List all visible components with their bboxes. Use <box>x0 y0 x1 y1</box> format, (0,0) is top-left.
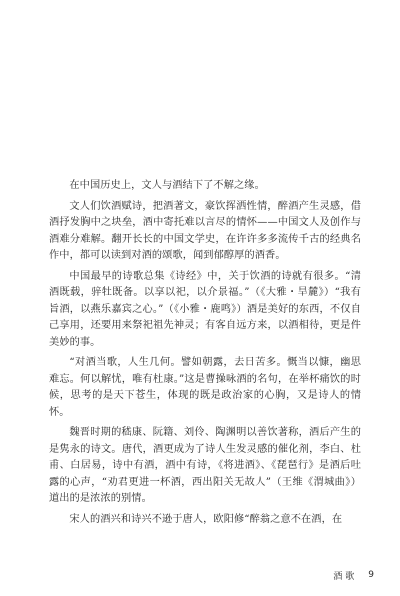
page-body <box>49 178 361 528</box>
page-number: 9 <box>368 570 374 580</box>
running-footer-title: 酒 歌 <box>333 571 355 582</box>
page-footer <box>333 567 374 583</box>
paragraph-shijing: 中国最早的诗歌总集《诗经》中，关于饮酒的诗就有很多。“清酒既载，骍牡既备。以享以祀，以介景福。”（《大雅・旱麓》）“我有旨酒，以燕乐嘉宾之心。”（《小雅・鹿鸣》）酒是美好的东西，不仅自己享用，还要用来祭祀祖先神灵；有客自远方来，以酒相待，更是件美妙的事。 <box>49 270 361 348</box>
paragraph-song: 宋人的酒兴和诗兴不逊于唐人，欧阳修“醉翁之意不在酒，在 <box>69 513 343 525</box>
paragraph-intro: 在中国历史上，文人与酒结下了不解之缘。 <box>69 180 265 191</box>
paragraph-weijin-tang: 魏晋时期的嵇康、阮籍、刘伶、陶渊明以善饮著称，酒后产生的是隽永的诗文。唐代，酒更成为了诗人生发灵感的催化剂，李白、杜甫、白居易，诗中有酒，酒中有诗，《将进酒》、《琵琶行》是酒后吐露的心声，“劝君更进一杯酒，西出阳关无故人”（王维《渭城曲》）道出的是浓浓的别情。 <box>49 427 361 504</box>
paragraph-literati: 文人们饮酒赋诗，把酒著文，豪饮挥洒性情，醉酒产生灵感，借酒抒发胸中之块垒，酒中寄托难以言尽的情怀——中国文人及创作与酒难分难解。翻开长长的中国文学史，在许许多多流传千古的经典名作中，都可以读到对酒的颂歌，闻到郁醇厚的酒香。 <box>49 200 361 261</box>
paragraph-caocao: “对酒当歌，人生几何。譬如朝露，去日苦多。慨当以慷，幽思难忘。何以解忧，唯有杜康。”这是曹操咏酒的名句，在举杯痛饮的时候，思考的是天下苍生，体现的既是政治家的心胸，又是诗人的情怀。 <box>49 357 361 418</box>
